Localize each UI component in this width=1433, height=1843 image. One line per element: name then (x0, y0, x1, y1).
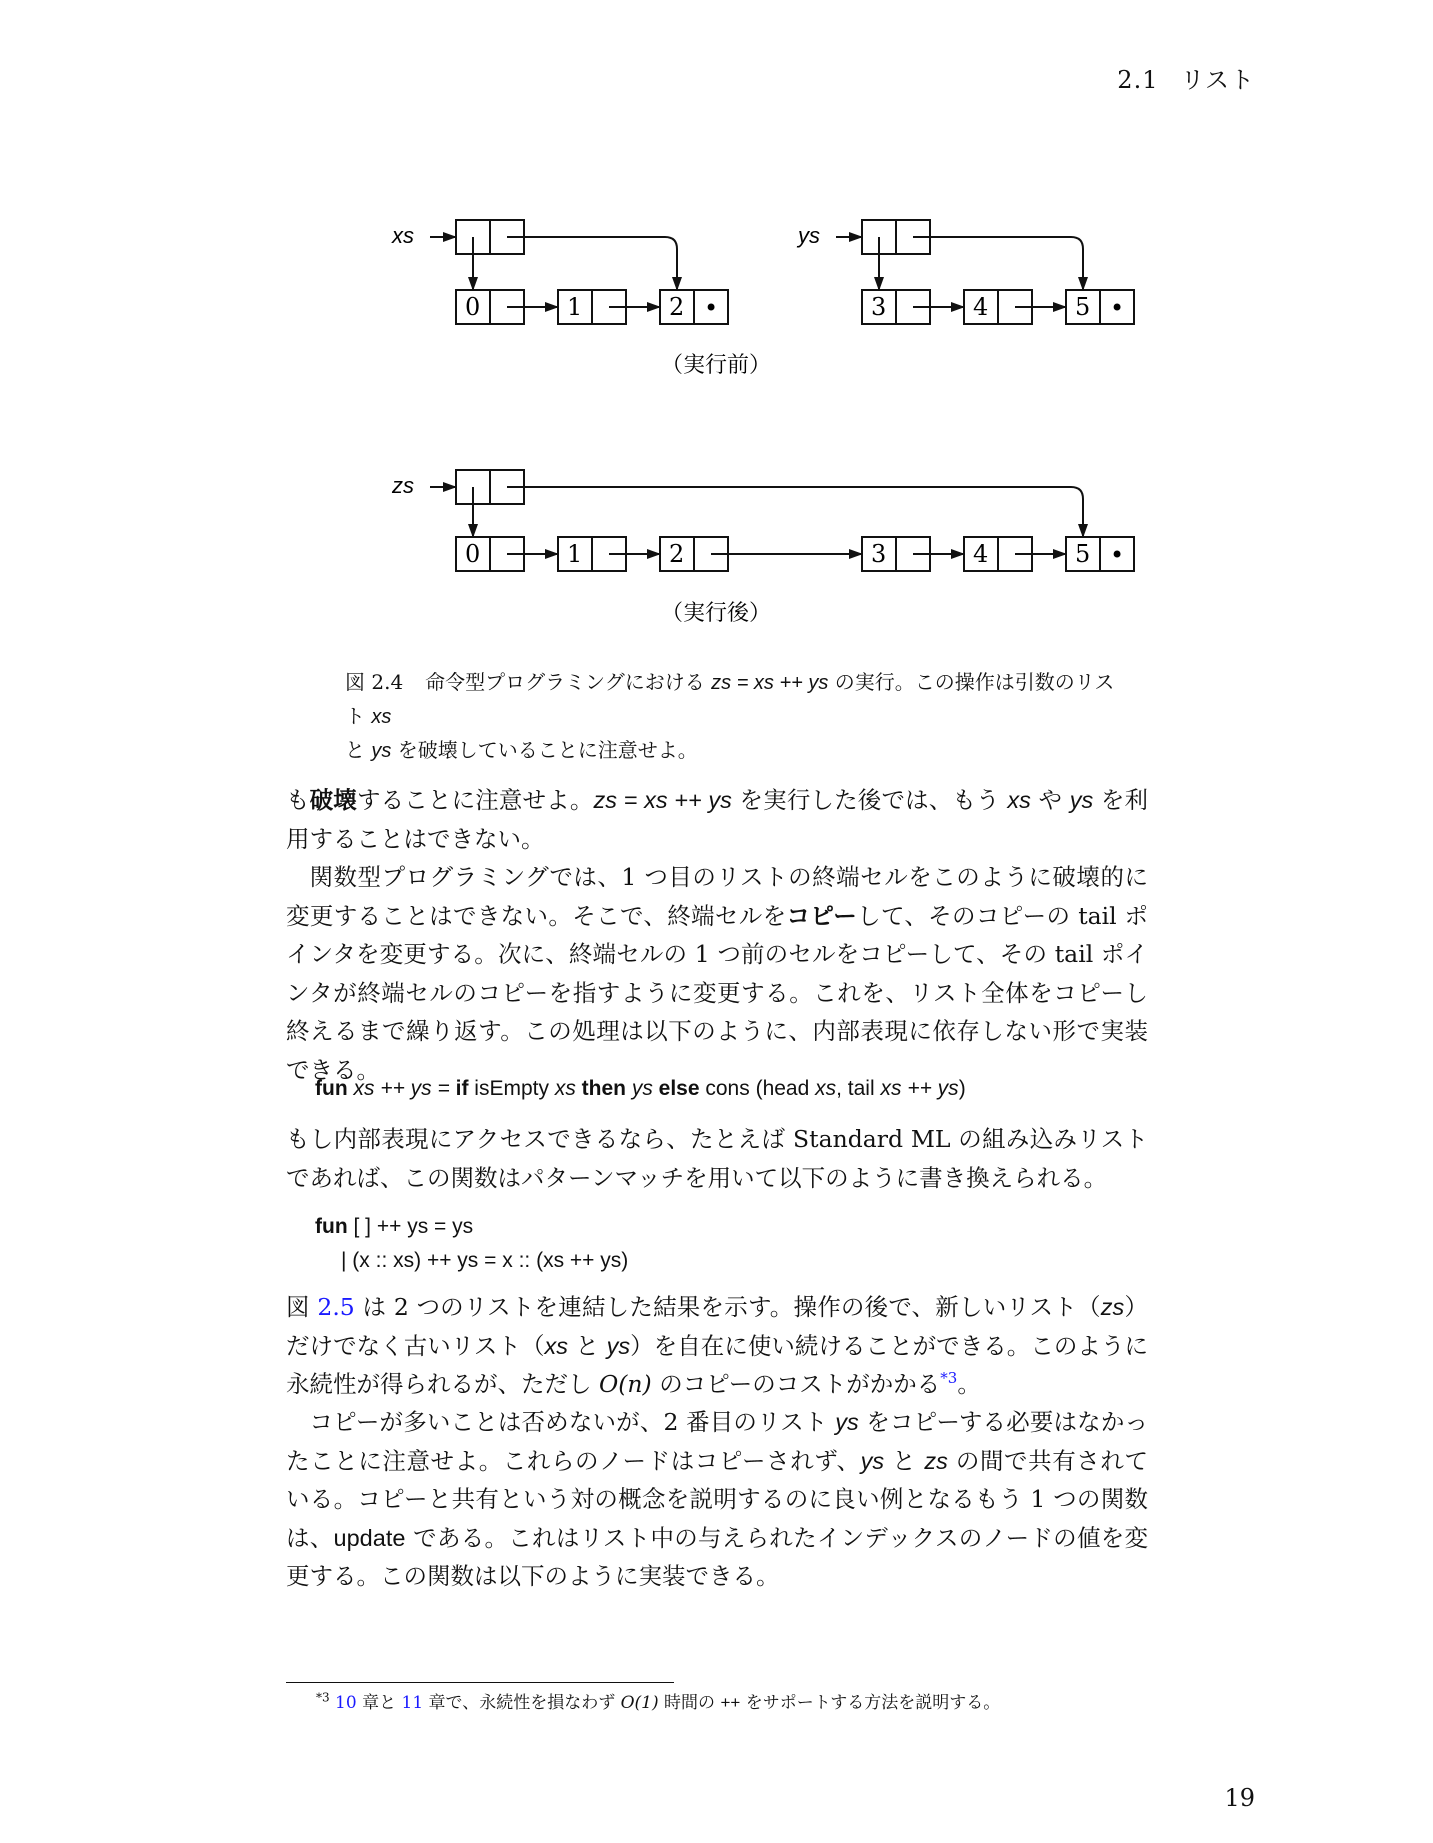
code-block-1 (315, 1072, 966, 1106)
code-text: ) (958, 1077, 966, 1100)
code-text: xs (815, 1077, 837, 1100)
before-node-1: 1 (567, 293, 583, 321)
text: ）を自在に使い続けることができる。このように永続性が得られるが、ただし (286, 1331, 1149, 1398)
math: O(n) (598, 1370, 652, 1398)
caption-text: と (345, 738, 372, 762)
inline-code: ys (606, 1332, 631, 1359)
caption-text: の実行。この操作は引数のリスト (345, 670, 1115, 728)
list-diagram (0, 0, 1433, 660)
inline-code: zs = xs ++ ys (711, 672, 829, 694)
text: を実行した後では、もう (731, 786, 1008, 814)
inline-code: ys (371, 740, 392, 762)
code-text: xs ++ ys = (347, 1077, 456, 1100)
text: は 2 つのリストを連結した結果を示す。操作の後で、新しいリスト（ (354, 1293, 1101, 1321)
chapter-ref-link[interactable]: 11 (401, 1693, 424, 1713)
paragraph-2 (286, 858, 1148, 1089)
label-zs: zs (392, 473, 414, 498)
nil-marker: • (704, 294, 719, 322)
text: 章と (356, 1693, 402, 1713)
footnote (316, 1690, 1000, 1716)
inline-code: ys (1069, 787, 1094, 813)
after-node-2: 2 (669, 540, 685, 568)
after-node-3: 3 (871, 540, 887, 568)
text: 。 (957, 1370, 981, 1398)
text: 関数型プログラミングでは、1 つ目のリストの終端セルをこのように破壊的に変更することはできない。そこで、終端セルを (286, 863, 1148, 930)
emphasis: 破壊 (309, 787, 357, 813)
inline-code: zs = xs ++ ys (593, 787, 732, 813)
inline-code: xs (1007, 787, 1031, 813)
nil-marker: • (1110, 541, 1125, 569)
inline-code: xs (371, 706, 392, 728)
code-line: | (x :: xs) ++ ys = x :: (xs ++ ys) (341, 1249, 629, 1272)
after-node-4: 4 (973, 540, 989, 568)
code-block-2 (315, 1210, 628, 1278)
inline-code: update (333, 1524, 406, 1551)
text: ）だけでなく古いリスト（ (286, 1293, 1148, 1360)
before-node-2: 2 (669, 293, 685, 321)
text: 章で、永続性を損なわず (423, 1693, 621, 1713)
text: をコピーする必要はなかったことに注意せよ。これらのノードはコピーされず、 (286, 1408, 1148, 1475)
paragraph-4 (286, 1288, 1148, 1404)
figure-caption (345, 666, 1125, 768)
section-title: リスト (1180, 66, 1255, 94)
before-node-3: 3 (871, 293, 887, 321)
inline-code: ys (835, 1409, 859, 1435)
text: や (1030, 786, 1070, 814)
after-node-0: 0 (465, 540, 481, 568)
caption-before: （実行前） (660, 353, 772, 378)
caption-text: 命令型プログラミングにおける (425, 670, 712, 694)
emphasis: コピー (786, 902, 858, 929)
text: も (286, 786, 310, 814)
inline-code: zs (1100, 1294, 1125, 1320)
before-node-0: 0 (465, 293, 481, 321)
text: して、そのコピーの tail ポインタを変更する。次に、終端セルの 1 つ前のセルをコピーして、その tail ポインタが終端セルのコピーを指すように変更する。これを、リスト全体をコピーし終えるまで繰り返す。この処理は以下のように、内部表現に依存しない形で実装できる。 (286, 901, 1149, 1084)
after-node-1: 1 (567, 540, 583, 568)
before-node-5: 5 (1075, 293, 1091, 321)
keyword: fun (315, 1077, 348, 1100)
footnote-rule (286, 1682, 674, 1683)
footnote-ref-link[interactable]: *3 (940, 1369, 958, 1388)
text: することに注意せよ。 (356, 786, 594, 814)
text: の間で共有されている。コピーと共有という対の概念を説明するのに良い例となるもう 1 つの関数は、 (286, 1446, 1148, 1552)
nil-marker: • (1110, 294, 1125, 322)
after-node-5: 5 (1075, 540, 1091, 568)
text: のコピーのコストがかかる (651, 1370, 941, 1398)
keyword: fun (315, 1215, 348, 1238)
figure-label: 図 2.4 (345, 670, 404, 694)
operator: ++ (720, 1693, 741, 1712)
caption-after: （実行後） (660, 601, 772, 626)
section-number: 2.1 (1117, 66, 1159, 94)
text: である。これはリスト中の与えられたインデックスのノードの値を変更する。この関数は以下のように実装できる。 (286, 1523, 1148, 1590)
page-number: 19 (1224, 1784, 1255, 1812)
code-text: [ ] ++ ys = ys (347, 1215, 474, 1238)
text: と (568, 1331, 607, 1360)
chapter-ref-link[interactable]: 10 (335, 1693, 357, 1713)
text: 図 (286, 1293, 318, 1321)
label-xs: xs (392, 223, 414, 248)
inline-code: xs (544, 1332, 568, 1359)
code-text: ys (625, 1077, 653, 1100)
code-text: cons (head (699, 1077, 816, 1100)
before-node-4: 4 (973, 293, 989, 321)
figure-ref-link[interactable]: 2.5 (317, 1293, 355, 1321)
text: を利用することはできない。 (286, 786, 1149, 853)
code-text: xs (554, 1077, 576, 1100)
paragraph-5 (286, 1403, 1148, 1596)
math: O(1) (620, 1693, 659, 1713)
caption-text: を破壊していることに注意せよ。 (391, 738, 698, 762)
code-text: isEmpty (468, 1077, 555, 1100)
code-text: , tail (836, 1077, 881, 1100)
paragraph-1 (286, 781, 1148, 858)
footnote-mark: *3 (316, 1690, 330, 1705)
text: をサポートする方法を説明する。 (740, 1693, 1001, 1713)
text: と (884, 1446, 925, 1475)
paragraph-3: もし内部表現にアクセスできるなら、たとえば Standard ML の組み込みリストであれば、この関数はパターンマッチを用いて以下のように書き換えられる。 (286, 1125, 1148, 1192)
inline-code: zs (924, 1447, 948, 1474)
code-line (315, 1210, 628, 1244)
keyword: if (455, 1077, 469, 1100)
label-ys: ys (798, 223, 820, 248)
inline-code: ys (860, 1447, 885, 1474)
text: コピーが多いことは否めないが、2 番目のリスト (309, 1408, 836, 1436)
keyword: else (652, 1077, 700, 1100)
keyword: then (575, 1077, 626, 1100)
text: 時間の (658, 1693, 721, 1713)
code-text: xs ++ ys (880, 1077, 959, 1100)
